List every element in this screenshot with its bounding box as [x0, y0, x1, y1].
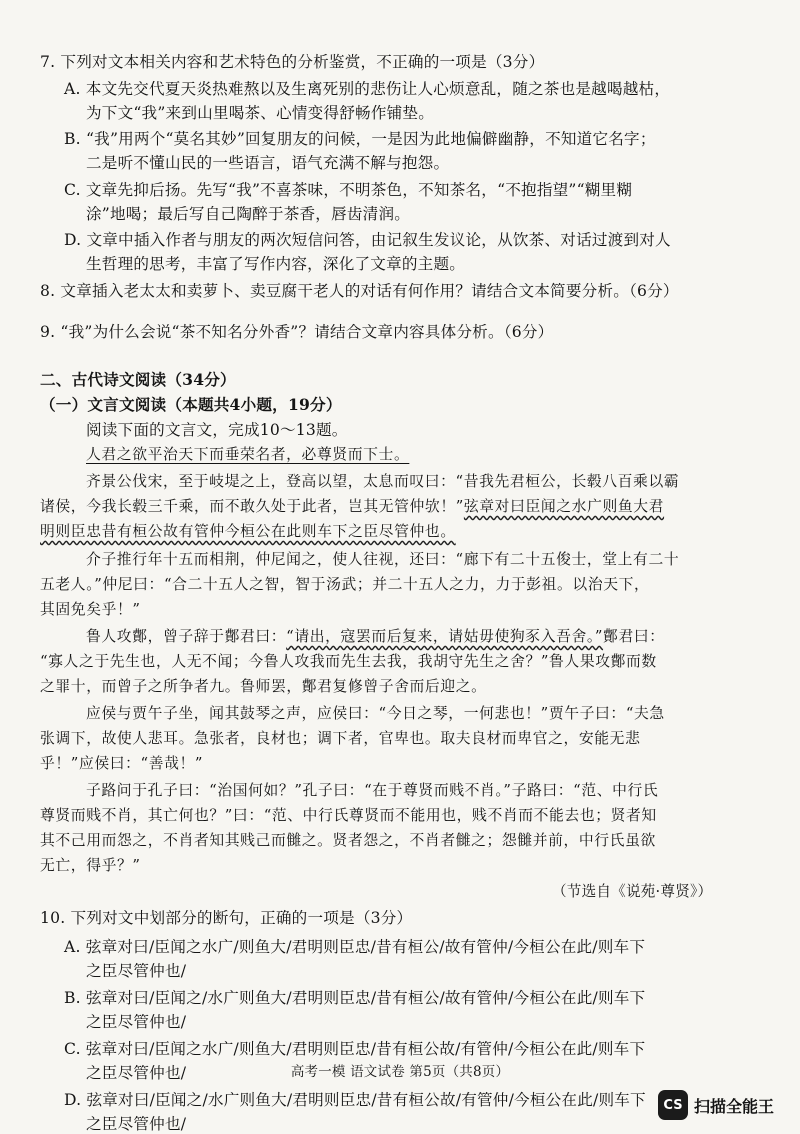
question-10-stem: 10. 下列对文中划部分的断句，正确的一项是（3分） [40, 909, 413, 927]
marked-quote-segment: “请出，寇罢而后复来，请姑毋使狗豕入吾舍。” [286, 628, 604, 645]
question-7-stem: 7. 下列对文本相关内容和艺术特色的分析鉴赏，不正确的一项是（3分） [40, 53, 545, 71]
q7-option-c-line-1: C. 文章先抑后扬。先写“我”不喜茶味，不明茶色，不知茶名，“不抱指望”“糊里糊 [64, 181, 633, 199]
passage-line: “寡人之于先生也，人无不闻；今鲁人攻我而先生去我，我胡守先生之舍？”鲁人果攻鄪而数 [40, 653, 657, 670]
q10-option-b-line-2: 之臣尽管仲也/ [86, 1013, 187, 1031]
passage-title-line: 人君之欲平治天下而垂荣名者，必尊贤而下士。 [86, 446, 410, 463]
passage-line: 无亡，得乎？” [40, 857, 141, 874]
section-heading-classical: 二、古代诗文阅读（34分） [40, 370, 236, 389]
passage-line [86, 627, 800, 647]
scanner-watermark [658, 1088, 790, 1122]
passage-line: 其不己用而怨之，不肖者知其贱己而雠之。贤者怨之，不肖者雠之；怨雠并前，中行氏虽欲 [40, 832, 656, 849]
passage-line: 齐景公伐宋，至于岐堤之上，登高以望，太息而叹曰：“昔我先君桓公，长毂八百乘以霸 [86, 473, 680, 490]
passage-line: 之罪十，而曾子之所争者九。鲁师罢，鄪君复修曾子舍而后迎之。 [40, 678, 487, 695]
passage-line: 子路问于孔子曰：“治国何如？”孔子曰：“在于尊贤而贱不肖。”子路曰：“范、中行氏 [86, 782, 659, 799]
passage-line: 张调下，故使人悲耳。急张者，良材也；调下者，官卑也。取夫良材而卑官之，安能无悲 [40, 730, 641, 747]
q7-option-a-line-2: 为下文“我”来到山里喝茶、心情变得舒畅作铺垫。 [86, 104, 435, 122]
passage-line: 五老人。”仲尼曰：“合二十五人之智，智于汤武；并二十五人之力，力于彭祖。以治天下， [40, 576, 650, 593]
q10-option-d-line-1: D. 弦章对曰/臣闻之/水广则鱼大/君明则臣忠/昔有桓公故/有管仲/今桓公在此/则车下 [64, 1091, 646, 1109]
q10-option-c-line-2: 之臣尽管仲也/ [86, 1064, 187, 1082]
q10-option-b-line-1: B. 弦章对曰/臣闻之/水广则鱼大/君明则臣忠/昔有桓公/故有管仲/今桓公在此/则车下 [64, 989, 646, 1007]
passage-line: 乎！”应侯曰：“善哉！” [40, 755, 204, 772]
passage-line: 尊贤而贱不肖，其亡何也？”曰：“范、中行氏尊贤而不能用也，贱不肖而不能去也；贤者知 [40, 807, 657, 824]
q7-option-a-line-1: A. 本文先交代夏天炎热难熬以及生离死别的悲伤让人心烦意乱，随之茶也是越喝越枯， [64, 80, 671, 98]
subsection-heading-classical-prose: （一）文言文阅读（本题共4小题，19分） [40, 395, 342, 414]
passage-text: 鄪君曰： [603, 628, 665, 645]
q7-option-c-line-2: 涂”地喝；最后写自己陶醉于茶香，唇齿清润。 [86, 205, 411, 223]
q7-option-b-line-1: B. “我”用两个“莫名其妙”回复朋友的问候，一是因为此地偏僻幽静，不知道它名字； [64, 130, 656, 148]
q7-option-d-line-1: D. 文章中插入作者与朋友的两次短信问答，由记叙生发议论，从饮茶、对话过渡到对人 [64, 231, 671, 249]
question-8: 8. 文章插入老太太和卖萝卜、卖豆腐干老人的对话有何作用？请结合文本简要分析。（6分） [40, 282, 679, 300]
passage-line [40, 497, 800, 517]
passage-line: 应侯与贾午子坐，闻其鼓琴之声，应侯曰：“今日之琴，一何悲也！”贾午子曰：“夫急 [86, 705, 665, 722]
marked-passage-segment: 弦章对曰臣闻之水广则鱼大君 [463, 498, 665, 515]
camscanner-icon: CS [658, 1090, 688, 1120]
scanner-name: 扫描全能王 [694, 1096, 775, 1116]
q10-option-d-line-2: 之臣尽管仲也/ [86, 1115, 187, 1133]
question-9: 9. “我”为什么会说“茶不知名分外香”？请结合文章内容具体分析。（6分） [40, 323, 554, 341]
q10-option-a-line-1: A. 弦章对曰/臣闻之水广/则鱼大/君明则臣忠/昔有桓公/故有管仲/今桓公在此/则车下 [64, 938, 646, 956]
passage-line: 其固免矣乎！” [40, 601, 141, 618]
passage-instruction: 阅读下面的文言文，完成10～13题。 [86, 421, 348, 439]
passage-source: （节选自《说苑·尊贤》） [552, 883, 713, 900]
passage-text: 鲁人攻鄪，曾子辞于鄪君曰： [86, 628, 287, 645]
q10-option-c-line-1: C. 弦章对曰/臣闻之水广/则鱼大/君明则臣忠/昔有桓公故/有管仲/今桓公在此/则车下 [64, 1040, 646, 1058]
passage-text: 诸侯，今我长毂三千乘，而不敢久处于此者，岂其无管仲欤！” [40, 498, 464, 515]
q7-option-b-line-2: 二是听不懂山民的一些语言，语气充满不解与抱怨。 [86, 154, 450, 172]
passage-line: 介子推行年十五而相荆，仲尼闻之，使人往视，还曰：“廊下有二十五俊士，堂上有二十 [86, 551, 680, 568]
q7-option-d-line-2: 生哲理的思考，丰富了写作内容，深化了文章的主题。 [86, 255, 466, 273]
q10-option-a-line-2: 之臣尽管仲也/ [86, 962, 187, 980]
page-footer: 高考一模 语文试卷 第5页（共8页） [290, 1064, 510, 1080]
marked-passage-segment-continued: 明则臣忠昔有桓公故有管仲今桓公在此则车下之臣尽管仲也。 [40, 523, 456, 540]
